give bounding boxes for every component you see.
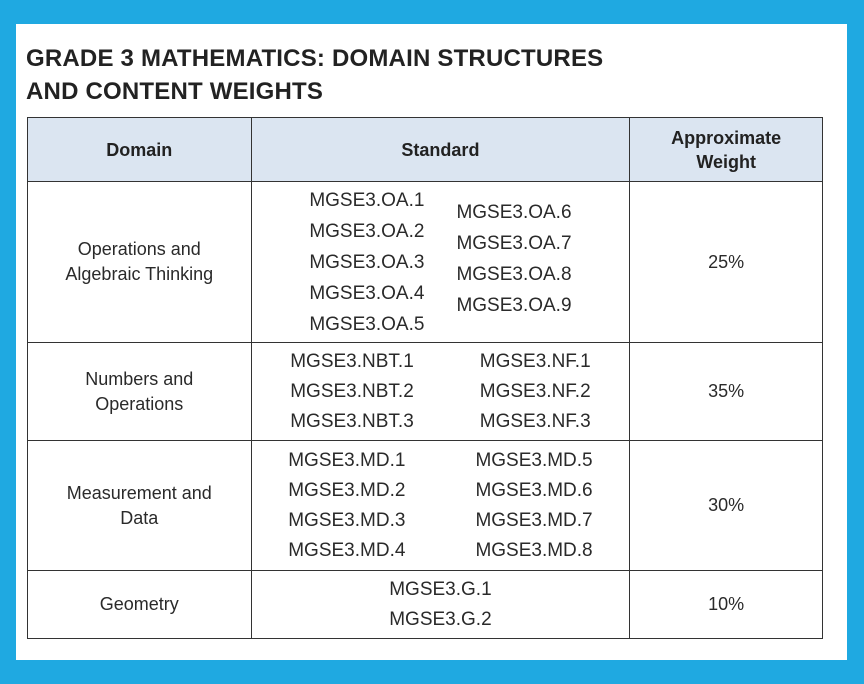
standard-code: MGSE3.MD.3 <box>288 509 406 531</box>
title-line-2: AND CONTENT WEIGHTS <box>26 78 324 105</box>
header-weight-line-1: Approximate <box>671 127 782 148</box>
standards-right-column <box>480 347 591 437</box>
standards-cell <box>251 571 630 639</box>
header-standard: Standard <box>251 118 630 182</box>
standards-left-column <box>288 446 405 566</box>
table-row <box>28 441 823 571</box>
standard-code: MGSE3.G.1 <box>389 578 492 600</box>
table-row <box>28 182 823 343</box>
standard-code: MGSE3.NBT.3 <box>290 410 414 432</box>
standards-cell <box>251 343 630 441</box>
table-row <box>28 343 823 441</box>
standard-code: MGSE3.OA.6 <box>456 201 572 223</box>
header-weight-line-2: Weight <box>696 151 756 172</box>
domain-weights-table <box>27 117 823 639</box>
standard-code: MGSE3.OA.2 <box>309 220 425 242</box>
standard-code: MGSE3.NBT.2 <box>290 380 414 402</box>
standards-cell <box>251 182 630 343</box>
standard-code: MGSE3.MD.2 <box>288 479 406 501</box>
domain-line-2: Data <box>120 507 159 528</box>
standards-left-column <box>290 347 414 437</box>
weight-cell: 10% <box>630 571 823 639</box>
standard-code: MGSE3.MD.6 <box>475 479 593 501</box>
domain-line-1: Operations and <box>77 239 201 259</box>
weight-cell: 35% <box>630 343 823 441</box>
header-weight <box>630 118 823 182</box>
standard-code: MGSE3.OA.3 <box>309 251 425 273</box>
domain-line-2: Algebraic Thinking <box>65 264 214 284</box>
standard-code: MGSE3.NBT.1 <box>290 350 414 372</box>
page-title <box>26 42 603 108</box>
standard-code: MGSE3.G.2 <box>389 608 492 630</box>
weight-cell: 25% <box>630 182 823 343</box>
header-domain: Domain <box>28 118 252 182</box>
domain-line-1: Measurement and <box>66 482 212 503</box>
standard-code: MGSE3.NF.2 <box>479 380 591 402</box>
standard-code: MGSE3.OA.5 <box>309 313 425 335</box>
domain-cell <box>28 441 252 571</box>
standard-code: MGSE3.OA.7 <box>456 232 572 254</box>
standard-code: MGSE3.OA.8 <box>456 263 572 285</box>
standards-left-column <box>309 185 424 340</box>
standard-code: MGSE3.MD.7 <box>475 509 593 531</box>
standard-code: MGSE3.MD.8 <box>475 539 593 561</box>
standards-center-column <box>389 575 491 635</box>
standard-code: MGSE3.OA.9 <box>456 294 572 316</box>
standard-code: MGSE3.MD.5 <box>475 449 593 471</box>
domain-line-2: Operations <box>95 393 184 414</box>
document-card <box>16 24 847 660</box>
weight-cell: 30% <box>630 441 823 571</box>
standard-code: MGSE3.NF.3 <box>479 410 591 432</box>
standard-code: MGSE3.OA.4 <box>309 282 425 304</box>
header-row <box>28 118 823 182</box>
title-line-1: GRADE 3 MATHEMATICS: DOMAIN STRUCTURES <box>26 45 604 72</box>
domain-cell <box>28 343 252 441</box>
domain-cell <box>28 182 252 343</box>
standards-cell <box>251 441 630 571</box>
standard-code: MGSE3.NF.1 <box>479 350 591 372</box>
domain-line-1: Numbers and <box>85 368 194 389</box>
standards-right-column <box>475 446 592 566</box>
standards-right-column <box>456 185 571 340</box>
table-row <box>28 571 823 639</box>
standard-code: MGSE3.MD.4 <box>288 539 406 561</box>
domain-cell: Geometry <box>28 571 252 639</box>
standard-code: MGSE3.MD.1 <box>288 449 406 471</box>
standard-code: MGSE3.OA.1 <box>309 189 425 211</box>
